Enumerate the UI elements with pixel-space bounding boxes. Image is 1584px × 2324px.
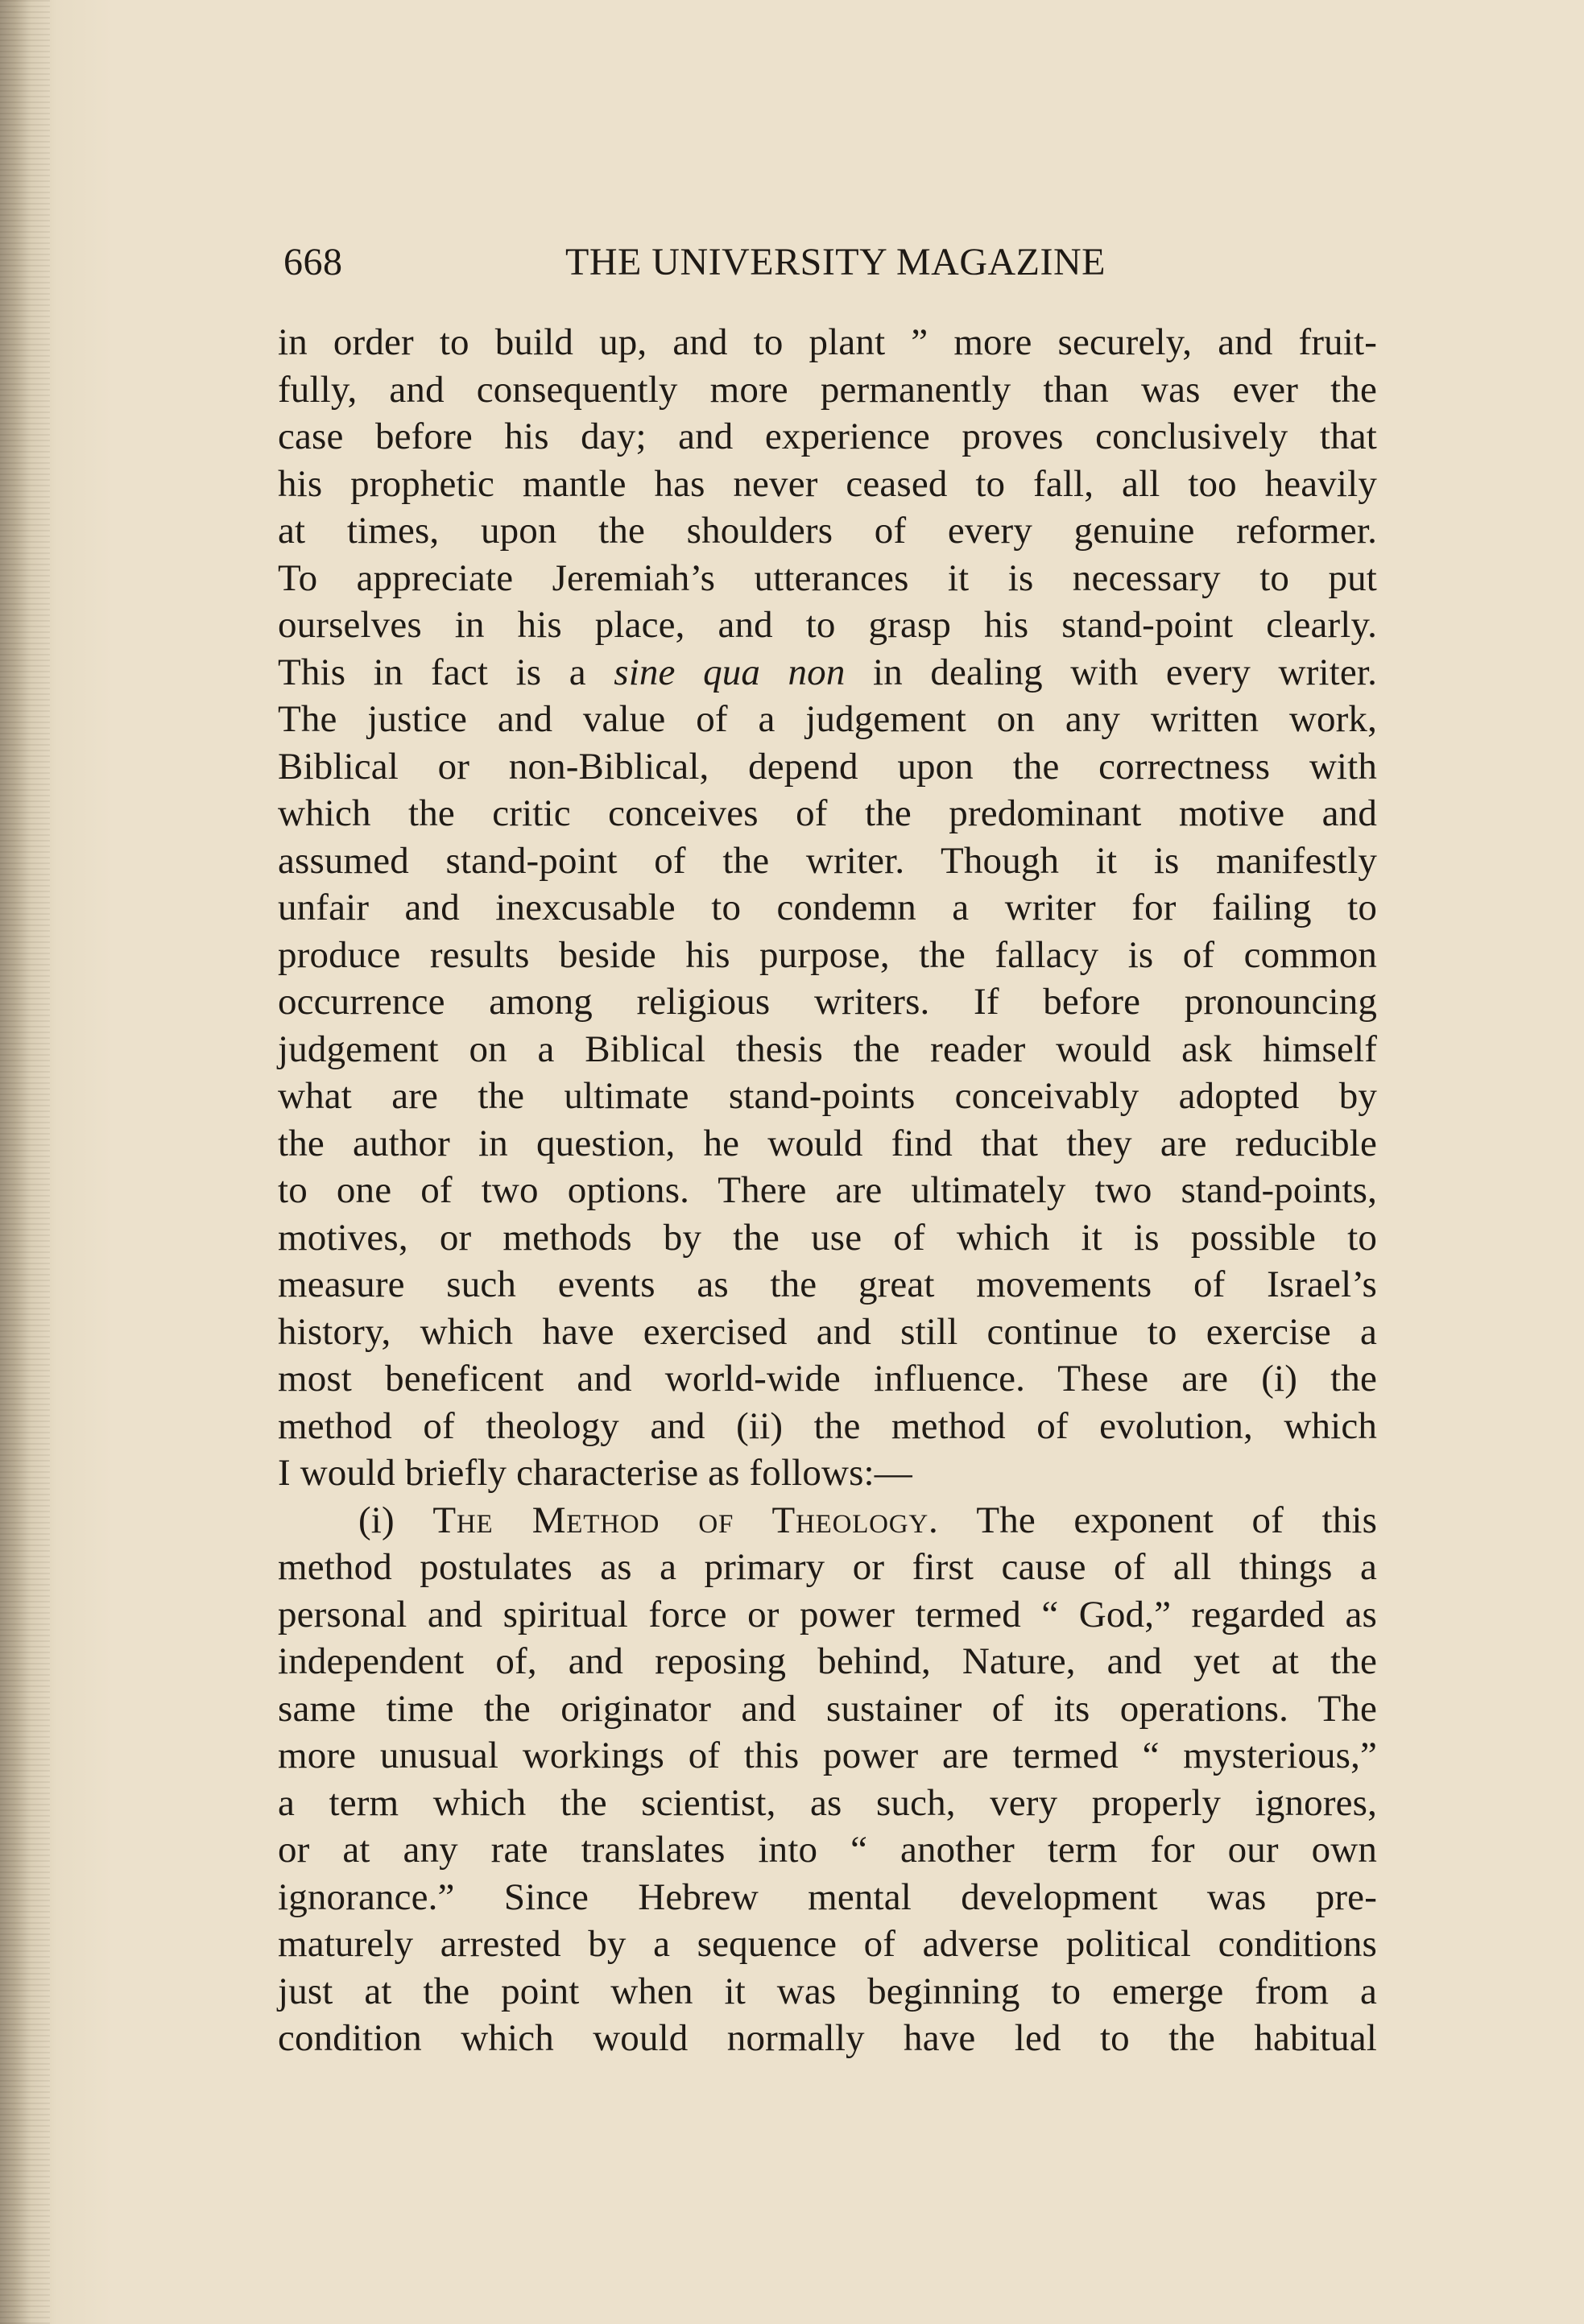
text-line: most beneficent and world-wide influence. These are (i) the [278,1358,1377,1400]
page-number: 668 [283,241,343,283]
text-line: or at any rate translates into “ another term for our own [278,1829,1377,1871]
text-line: ourselves in his place, and to grasp his stand-point clearly. [278,604,1377,646]
text-line: at times, upon the shoulders of every genuine reformer. [278,510,1377,552]
page-header [283,238,1379,287]
text-line: what are the ultimate stand-points conceivably adopted by [278,1075,1377,1117]
text-line: maturely arrested by a sequence of adverse political conditions [278,1923,1377,1965]
text-line: which the critic conceives of the predominant motive and [278,792,1377,834]
text-line: fully, and consequently more permanently than was ever the [278,368,1377,411]
text-line: in order to build up, and to plant ” more securely, and fruit- [278,321,1377,363]
text-line: judgement on a Biblical thesis the reader would ask himself [278,1028,1377,1070]
text-line: measure such events as the great movements of Israel’s [278,1263,1377,1305]
text-line: To appreciate Jeremiah’s utterances it is necessary to put [278,556,1377,599]
text-line: more unusual workings of this power are termed “ mysterious,” [278,1735,1377,1776]
text-line: occurrence among religious writers. If before pronouncing [278,981,1377,1023]
text-line: condition which would normally have led to the habitual [278,2017,1377,2059]
text-line: a term which the scientist, as such, very properly ignores, [278,1781,1377,1824]
text-segment: in dealing with every writer. [845,651,1377,693]
text-line: assumed stand-point of the writer. Though it is manifestly [278,839,1377,882]
text-line: I would briefly characterise as follows:— [278,1452,912,1494]
body-text [278,319,1377,2139]
text-line: history, which have exercised and still continue to exercise a [278,1310,1377,1353]
text-line: just at the point when it was beginning to emerge from a [278,1970,1377,2012]
text-line: same time the originator and sustainer of its operations. The [278,1687,1377,1730]
text-line: personal and spiritual force or power termed “ God,” regarded as [278,1593,1377,1635]
text-line: his prophetic mantle has never ceased to fall, all too heavily [278,462,1377,505]
text-line: unfair and inexcusable to condemn a writer for failing to [278,887,1377,928]
running-head: THE UNIVERSITY MAGAZINE [565,241,1106,283]
text-line: motives, or methods by the use of which it is possible to [278,1216,1377,1259]
text-line: ignorance.” Since Hebrew mental development was pre- [278,1875,1377,1918]
section-number: (i) [358,1499,433,1541]
text-line: method postulates as a primary or first cause of all things a [278,1546,1377,1588]
text-line: produce results beside his purpose, the fallacy is of common [278,933,1377,976]
text-segment: The exponent of this [938,1499,1378,1541]
text-line: to one of two options. There are ultimately two stand-points, [278,1169,1377,1211]
section-heading: The Method of Theology. [432,1499,939,1541]
text-line: case before his day; and experience proves conclusively that [278,416,1377,457]
text-line: The justice and value of a judgement on any written work, [278,698,1377,740]
section-heading-line [278,1497,1377,1545]
text-line-with-italic [278,649,1377,697]
text-line: Biblical or non-Biblical, depend upon the correctness with [278,745,1377,788]
text-line: the author in question, he would find that they are reducible [278,1122,1377,1164]
text-line: independent of, and reposing behind, Nature, and yet at the [278,1640,1377,1682]
text-segment: This in fact is a [278,651,614,693]
italic-phrase: sine qua non [614,651,846,693]
page-edge-shadow [0,0,50,2324]
text-line: method of theology and (ii) the method of evolution, which [278,1404,1377,1447]
